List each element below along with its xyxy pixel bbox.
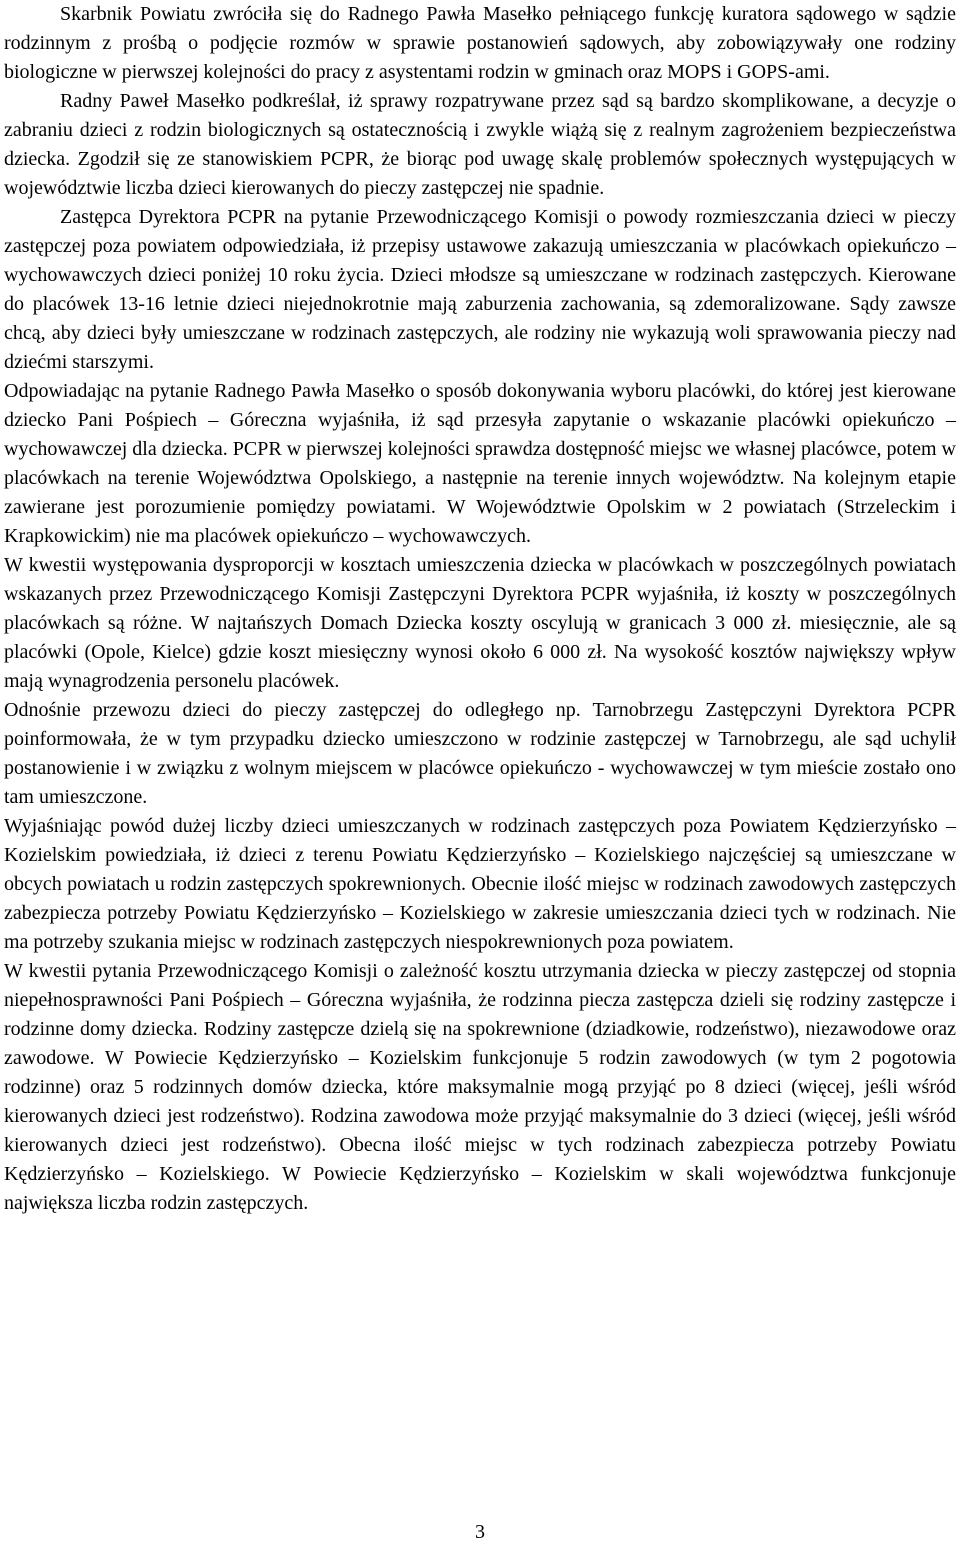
page-number: 3: [475, 1521, 485, 1543]
paragraph-disability-costs: W kwestii pytania Przewodniczącego Komisji o zależność kosztu utrzymania dziecka w pieczy zastępczej od stopnia niepełnosprawności Pani Pośpiech – Góreczna wyjaśniła, że rodzinna piecza zastępcza dzieli się rodziny zastępcze i rodzinne domy dziecka. Rodziny zastępcze dzielą się na spokrewnione (dziadkowie, rodzeństwo), niezawodowe oraz zawodowe. W Powiecie Kędzierzyńsko – Kozielskim funkcjonuje 5 rodzin zawodowych (w tym 2 pogotowia rodzinne) oraz 5 rodzinnych domów dziecka, które maksymalnie mogą przyjąć po 8 dzieci (więcej, jeśli wśród kierowanych dzieci jest rodzeństwo). Rodzina zawodowa może przyjąć maksymalnie do 3 dzieci (więcej, jeśli wśród kierowanych dzieci jest rodzeństwo). Obecna ilość miejsc w tych rodzinach zabezpiecza potrzeby Powiatu Kędzierzyńsko – Kozielskiego. W Powiecie Kędzierzyńsko – Kozielskim w skali województwa funkcjonuje największa liczba rodzin zastępczych.: [4, 960, 956, 1214]
paragraph-deputy-director-placement: Zastępca Dyrektora PCPR na pytanie Przewodniczącego Komisji o powody rozmieszczania dzieci w pieczy zastępczej poza powiatem odpowiedziała, iż przepisy ustawowe zakazują umieszczania w placówkach opiekuńczo – wychowawczych dzieci poniżej 10 roku życia. Dzieci młodsze są umieszczane w rodzinach zastępczych. Kierowane do placówek 13-16 letnie dzieci niejednokrotnie mają zaburzenia zachowania, są zdemoralizowane. Sądy zawsze chcą, aby dzieci były umieszczane w rodzinach zastępczych, ale rodziny nie wykazują woli sprawowania pieczy nad dziećmi starszymi.: [4, 206, 956, 373]
paragraph-treasurer-request: Skarbnik Powiatu zwróciła się do Radnego Pawła Masełko pełniącego funkcję kuratora sądowego w sądzie rodzinnym z prośbą o podjęcie rozmów w sprawie postanowień sądowych, aby zobowiązywały one rodziny biologiczne w pierwszej kolejności do pracy z asystentami rodzin w gminach oraz MOPS i GOPS-ami.: [4, 3, 956, 83]
document-body: [4, 0, 956, 1218]
paragraph-facility-selection: Odpowiadając na pytanie Radnego Pawła Masełko o sposób dokonywania wyboru placówki, do której jest kierowane dziecko Pani Pośpiech – Góreczna wyjaśniła, iż sąd przesyła zapytanie o wskazanie placówki opiekuńczo – wychowawczej dla dziecka. PCPR w pierwszej kolejności sprawdza dostępność miejsc we własnej placówce, potem w placówkach na terenie Województwa Opolskiego, a następnie na terenie innych województw. Na kolejnym etapie zawierane jest porozumienie pomiędzy powiatami. W Województwie Opolskim w 2 powiatach (Strzeleckim i Krapkowickim) nie ma placówek opiekuńczo – wychowawczych.: [4, 380, 956, 547]
paragraph-placement-outside-county: Wyjaśniając powód dużej liczby dzieci umieszczanych w rodzinach zastępczych poza Powiatem Kędzierzyńsko – Kozielskim powiedziała, iż dzieci z terenu Powiatu Kędzierzyńsko – Kozielskiego najczęściej są umieszczane w obcych powiatach u rodzin zastępczych spokrewnionych. Obecnie ilość miejsc w rodzinach zawodowych zastępczych zabezpiecza potrzeby Powiatu Kędzierzyńsko – Kozielskiego w zakresie umieszczania dzieci tych w rodzinach. Nie ma potrzeby szukania miejsc w rodzinach zastępczych niespokrewnionych poza powiatem.: [4, 815, 956, 953]
paragraph-transport-tarnobrzeg: Odnośnie przewozu dzieci do pieczy zastępczej do odległego np. Tarnobrzegu Zastępczyni Dyrektora PCPR poinformowała, że w tym przypadku dziecko umieszczono w rodzinie zastępczej w Tarnobrzegu, ale sąd uchylił postanowienie i w związku z wolnym miejscem w placówce opiekuńczo - wychowawczej w tym mieście zostało ono tam umieszczone.: [4, 699, 956, 808]
paragraph-councillor-response: Radny Paweł Masełko podkreślał, iż sprawy rozpatrywane przez sąd są bardzo skomplikowane, a decyzje o zabraniu dzieci z rodzin biologicznych są ostatecznością i zwykle wiążą się z realnym zagrożeniem bezpieczeństwa dziecka. Zgodził się ze stanowiskiem PCPR, że biorąc pod uwagę skalę problemów społecznych występujących w województwie liczba dzieci kierowanych do pieczy zastępczej nie spadnie.: [4, 90, 956, 199]
paragraph-cost-disparity: W kwestii występowania dysproporcji w kosztach umieszczenia dziecka w placówkach w poszczególnych powiatach wskazanych przez Przewodniczącego Komisji Zastępczyni Dyrektora PCPR wyjaśniła, iż koszty w poszczególnych placówkach są różne. W najtańszych Domach Dziecka koszty oscylują w granicach 3 000 zł. miesięcznie, ale są placówki (Opole, Kielce) gdzie koszt miesięczny wynosi około 6 000 zł. Na wysokość kosztów największy wpływ mają wynagrodzenia personelu placówek.: [4, 554, 956, 692]
